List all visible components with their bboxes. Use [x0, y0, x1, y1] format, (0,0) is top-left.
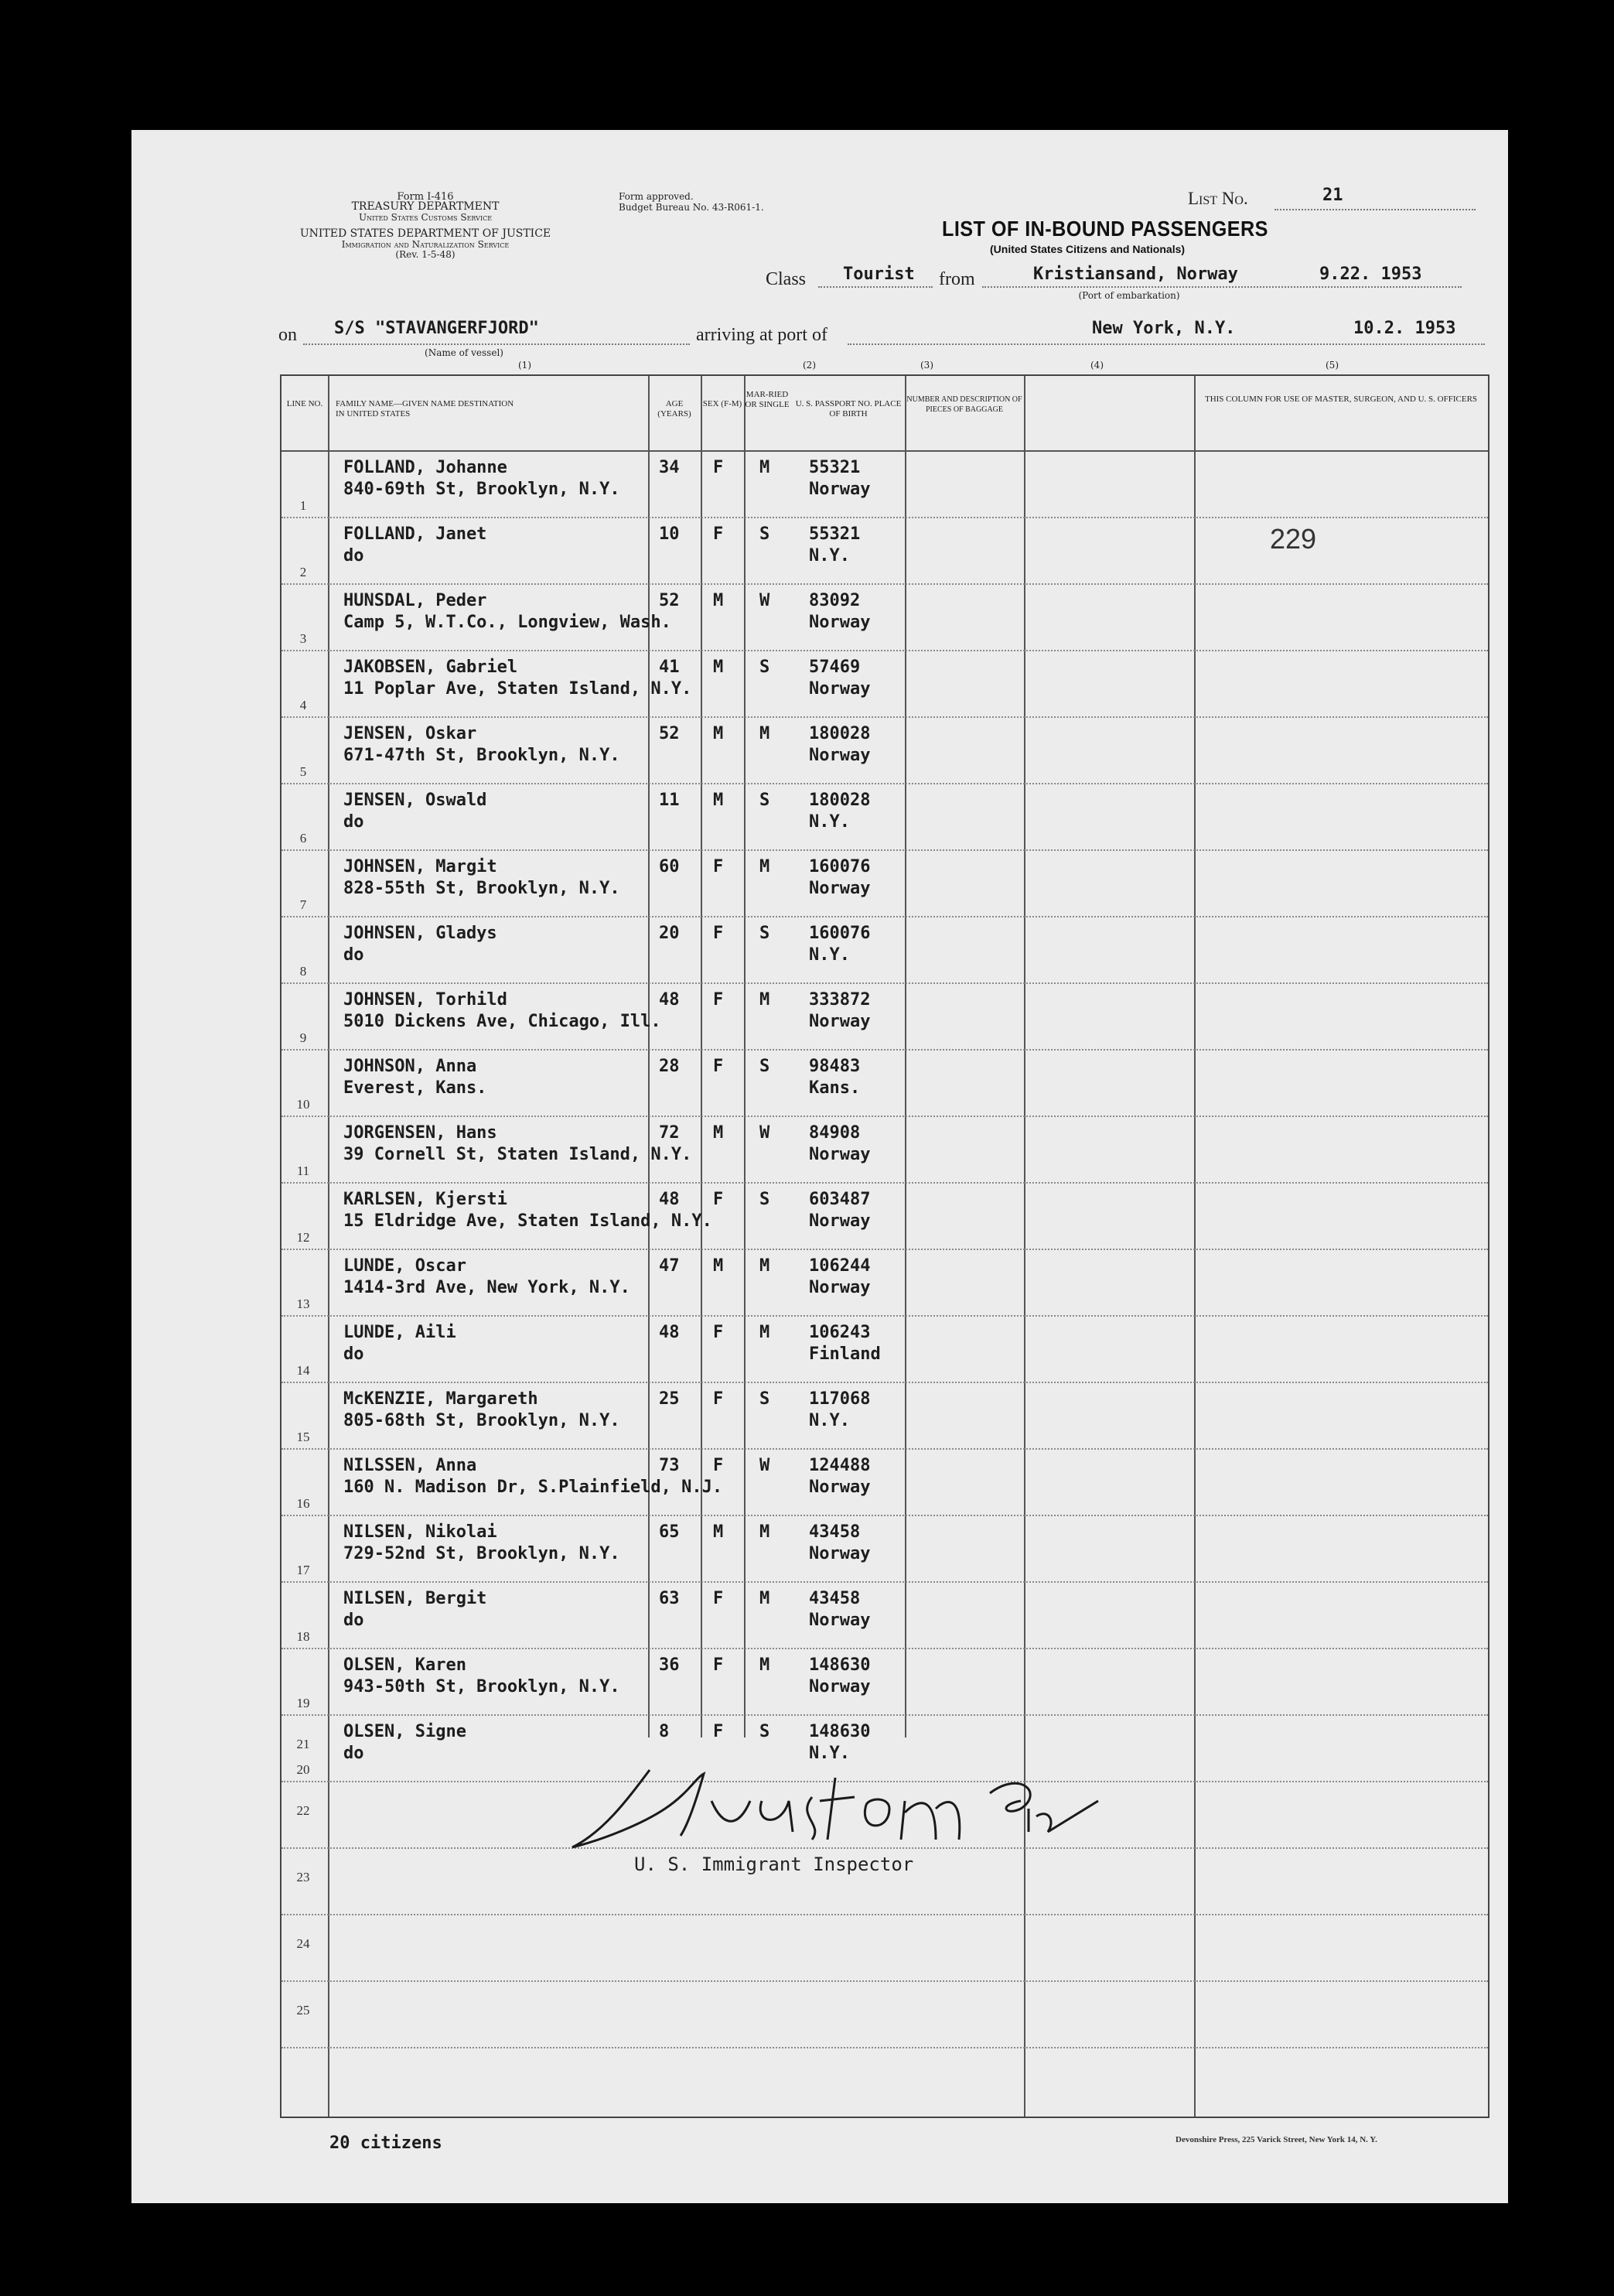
column-number: (2) — [803, 360, 816, 371]
from-fill — [982, 286, 1462, 288]
table-row — [280, 582, 1486, 648]
sex: F — [713, 1456, 724, 1475]
customs-service: United States Customs Service — [358, 212, 493, 223]
sex: F — [713, 1655, 724, 1675]
age: 73 — [659, 1456, 680, 1475]
marital-status: S — [759, 658, 770, 677]
list-no-fill — [1274, 209, 1476, 210]
table-row — [280, 1114, 1486, 1180]
age: 11 — [659, 791, 680, 810]
passport-number: 148630 — [809, 1722, 871, 1741]
place-of-birth: Norway — [809, 746, 871, 765]
age: 65 — [659, 1522, 680, 1542]
marital-status: M — [759, 1655, 770, 1675]
place-of-birth: Norway — [809, 1012, 871, 1031]
sex: F — [713, 1722, 724, 1741]
column-number: (5) — [1326, 360, 1339, 371]
place-of-birth: N.Y. — [809, 812, 850, 832]
passport-number: 55321 — [809, 524, 861, 544]
marital-status: M — [759, 1323, 770, 1342]
destination: 160 N. Madison Dr, S.Plainfield, N.J. — [343, 1478, 723, 1497]
passenger-name: HUNSDAL, Peder — [343, 591, 487, 610]
passport-number: 117068 — [809, 1389, 871, 1409]
line-number: 22 — [296, 1803, 310, 1818]
line-number: 13 — [296, 1297, 310, 1311]
place-of-birth: N.Y. — [809, 546, 850, 565]
sex: F — [713, 1589, 724, 1608]
line-number: 5 — [299, 764, 307, 779]
col-header-age: AGE (YEARS) — [657, 399, 691, 419]
age: 20 — [659, 924, 680, 943]
sex: F — [713, 1323, 724, 1342]
arrival-fill — [848, 343, 1485, 345]
passenger-name: JORGENSEN, Hans — [343, 1123, 497, 1143]
destination: do — [343, 1344, 364, 1364]
list-number: 21 — [1322, 186, 1343, 205]
passport-number: 106244 — [809, 1256, 871, 1276]
marital-status: M — [759, 458, 770, 477]
destination: 11 Poplar Ave, Staten Island, N.Y. — [343, 679, 692, 699]
sex: F — [713, 1057, 724, 1076]
sex: M — [713, 1522, 724, 1542]
age: 48 — [659, 990, 680, 1010]
passport-number: 83092 — [809, 591, 861, 610]
passenger-name: JAKOBSEN, Gabriel — [343, 658, 518, 677]
marital-status: S — [759, 1057, 770, 1076]
column-number: (1) — [518, 360, 531, 371]
marital-status: M — [759, 1589, 770, 1608]
passenger-name: FOLLAND, Janet — [343, 524, 487, 544]
line-number: 10 — [296, 1097, 310, 1112]
line-number: 19 — [296, 1696, 310, 1710]
place-of-birth: Norway — [809, 679, 871, 699]
col-header-passport: U. S. PASSPORT NO. PLACE OF BIRTH — [795, 399, 902, 419]
table-row — [280, 1513, 1486, 1580]
passenger-name: KARLSEN, Kjersti — [343, 1190, 507, 1209]
place-of-birth: N.Y. — [809, 945, 850, 965]
passenger-name: NILSSEN, Anna — [343, 1456, 477, 1475]
line-number: 4 — [299, 698, 307, 712]
form-title: LIST OF IN-BOUND PASSENGERS — [942, 217, 1268, 241]
place-of-birth: Norway — [809, 1611, 871, 1630]
line-number: 1 — [299, 498, 307, 513]
destination: 805-68th St, Brooklyn, N.Y. — [343, 1411, 620, 1430]
destination: Everest, Kans. — [343, 1078, 487, 1098]
document-page — [131, 130, 1508, 2203]
treasury-department: TREASURY DEPARTMENT — [351, 200, 500, 213]
citizen-total: 20 citizens — [329, 2134, 442, 2153]
destination: 671-47th St, Brooklyn, N.Y. — [343, 746, 620, 765]
sex: F — [713, 990, 724, 1010]
passport-number: 57469 — [809, 658, 861, 677]
col-header-baggage: NUMBER AND DESCRIPTION OF PIECES OF BAGGAGE — [906, 395, 1022, 414]
table-row — [280, 1380, 1486, 1447]
marital-status: M — [759, 1522, 770, 1542]
passenger-name: JOHNSEN, Margit — [343, 857, 497, 876]
arrival-port: New York, N.Y. — [1092, 319, 1236, 338]
destination: do — [343, 1744, 364, 1763]
sex: M — [713, 1256, 724, 1276]
sex: M — [713, 591, 724, 610]
destination: 828-55th St, Brooklyn, N.Y. — [343, 879, 620, 898]
passport-number: 106243 — [809, 1323, 871, 1342]
vessel-caption: (Name of vessel) — [425, 347, 503, 358]
place-of-birth: Kans. — [809, 1078, 861, 1098]
passport-number: 84908 — [809, 1123, 861, 1143]
table-row — [280, 848, 1486, 914]
destination: do — [343, 546, 364, 565]
table-row — [280, 449, 1486, 515]
sex: F — [713, 1190, 724, 1209]
age: 47 — [659, 1256, 680, 1276]
marital-status: M — [759, 857, 770, 876]
sex: F — [713, 524, 724, 544]
on-label: on — [278, 325, 297, 345]
table-row — [280, 1247, 1486, 1314]
from-label: from — [939, 269, 975, 289]
passenger-name: OLSEN, Signe — [343, 1722, 466, 1741]
line-number: 18 — [296, 1629, 310, 1644]
form-approved: Form approved. — [619, 191, 694, 202]
line-number: 7 — [299, 897, 307, 912]
printer-imprint: Devonshire Press, 225 Varick Street, New York 14, N. Y. — [1176, 2135, 1377, 2144]
passport-number: 148630 — [809, 1655, 871, 1675]
line-number: 21 — [296, 1737, 310, 1751]
passport-number: 98483 — [809, 1057, 861, 1076]
age: 72 — [659, 1123, 680, 1143]
passenger-name: FOLLAND, Johanne — [343, 458, 507, 477]
line-number: 17 — [296, 1563, 310, 1577]
table-row — [280, 781, 1486, 848]
marital-status: S — [759, 1389, 770, 1409]
arrival-date: 10.2. 1953 — [1353, 319, 1456, 338]
place-of-birth: Norway — [809, 879, 871, 898]
place-of-birth: Norway — [809, 1278, 871, 1297]
passport-number: 55321 — [809, 458, 861, 477]
sex: M — [713, 724, 724, 743]
sex: F — [713, 1389, 724, 1409]
line-number: 24 — [296, 1936, 310, 1951]
passenger-name: JOHNSEN, Torhild — [343, 990, 507, 1010]
destination: 729-52nd St, Brooklyn, N.Y. — [343, 1544, 620, 1563]
table-row — [280, 1314, 1486, 1380]
line-number: 3 — [299, 631, 307, 646]
age: 63 — [659, 1589, 680, 1608]
line-number: 2 — [299, 565, 307, 579]
table-row — [280, 648, 1486, 715]
class-fill — [818, 286, 933, 288]
passenger-name: NILSEN, Nikolai — [343, 1522, 497, 1542]
immigration-service: Immigration and Naturalization Service — [341, 239, 510, 250]
place-of-birth: Norway — [809, 1478, 871, 1497]
age: 52 — [659, 591, 680, 610]
destination: 5010 Dickens Ave, Chicago, Ill. — [343, 1012, 661, 1031]
sex: M — [713, 1123, 724, 1143]
class-value: Tourist — [843, 265, 915, 284]
list-no-label: List No. — [1188, 189, 1248, 208]
place-of-birth: Norway — [809, 1677, 871, 1696]
departure-date: 9.22. 1953 — [1319, 265, 1422, 284]
sex: F — [713, 924, 724, 943]
arriving-label: arriving at port of — [696, 325, 827, 345]
department-of-justice: UNITED STATES DEPARTMENT OF JUSTICE — [299, 227, 551, 240]
age: 52 — [659, 724, 680, 743]
marital-status: S — [759, 1190, 770, 1209]
passenger-name: McKENZIE, Margareth — [343, 1389, 538, 1409]
place-of-birth: Norway — [809, 613, 871, 632]
passenger-name: LUNDE, Aili — [343, 1323, 456, 1342]
passport-number: 124488 — [809, 1456, 871, 1475]
place-of-birth: N.Y. — [809, 1744, 850, 1763]
table-row — [280, 981, 1486, 1047]
vessel-name: S/S "STAVANGERFJORD" — [334, 319, 539, 338]
form-revision: (Rev. 1-5-48) — [395, 249, 456, 260]
age: 34 — [659, 458, 680, 477]
passport-number: 43458 — [809, 1522, 861, 1542]
table-row — [280, 1047, 1486, 1114]
vessel-fill — [303, 343, 690, 345]
destination: do — [343, 945, 364, 965]
line-number: 9 — [299, 1030, 307, 1045]
table-row — [280, 914, 1486, 981]
age: 48 — [659, 1190, 680, 1209]
passenger-name: JENSEN, Oskar — [343, 724, 477, 743]
table-row — [280, 1580, 1486, 1646]
marital-status: M — [759, 1256, 770, 1276]
passenger-name: JENSEN, Oswald — [343, 791, 487, 810]
line-number: 20 — [296, 1762, 310, 1777]
col-header-officers: THIS COLUMN FOR USE OF MASTER, SURGEON, AND U. S. OFFICERS — [1204, 395, 1478, 404]
destination: 943-50th St, Brooklyn, N.Y. — [343, 1677, 620, 1696]
age: 60 — [659, 857, 680, 876]
class-label: Class — [766, 269, 807, 289]
inspector-title: U. S. Immigrant Inspector — [634, 1854, 914, 1875]
passport-number: 160076 — [809, 924, 871, 943]
sex: M — [713, 791, 724, 810]
sex: M — [713, 658, 724, 677]
table-row — [280, 1447, 1486, 1513]
age: 28 — [659, 1057, 680, 1076]
marital-status: S — [759, 924, 770, 943]
marital-status: S — [759, 791, 770, 810]
age: 48 — [659, 1323, 680, 1342]
passport-number: 180028 — [809, 791, 871, 810]
line-number: 16 — [296, 1496, 310, 1511]
marital-status: W — [759, 1123, 770, 1143]
line-number: 11 — [296, 1163, 310, 1178]
marital-status: W — [759, 591, 770, 610]
marital-status: M — [759, 724, 770, 743]
passport-number: 43458 — [809, 1589, 861, 1608]
form-subtitle: (United States Citizens and Nationals) — [990, 243, 1186, 255]
age: 10 — [659, 524, 680, 544]
column-number: (4) — [1090, 360, 1104, 371]
place-of-birth: Finland — [809, 1344, 881, 1364]
age: 8 — [659, 1722, 670, 1741]
destination: 15 Eldridge Ave, Staten Island, N.Y. — [343, 1211, 712, 1231]
line-number: 23 — [296, 1870, 310, 1884]
line-number: 6 — [299, 831, 307, 846]
marital-status: M — [759, 990, 770, 1010]
destination: do — [343, 812, 364, 832]
destination: do — [343, 1611, 364, 1630]
port-of-embarkation: Kristiansand, Norway — [1033, 265, 1238, 284]
line-number: 25 — [296, 2003, 310, 2018]
passenger-name: NILSEN, Bergit — [343, 1589, 487, 1608]
sex: F — [713, 458, 724, 477]
age: 41 — [659, 658, 680, 677]
passenger-name: JOHNSON, Anna — [343, 1057, 477, 1076]
col-header-name: FAMILY NAME—GIVEN NAME DESTINATION IN UNITED STATES — [336, 399, 514, 419]
marital-status: W — [759, 1456, 770, 1475]
line-number: 15 — [296, 1430, 310, 1444]
line-number: 8 — [299, 964, 307, 979]
col-header-sex: SEX (F-M) — [702, 399, 742, 408]
officer-note: 229 — [1270, 523, 1317, 555]
line-number: 12 — [296, 1230, 310, 1245]
passport-number: 603487 — [809, 1190, 871, 1209]
budget-bureau-number: Budget Bureau No. 43-R061-1. — [619, 202, 764, 213]
destination: 39 Cornell St, Staten Island, N.Y. — [343, 1145, 692, 1164]
col-header-married: MAR-RIED OR SINGLE — [745, 390, 790, 409]
table-row — [280, 1646, 1486, 1713]
destination: 840-69th St, Brooklyn, N.Y. — [343, 480, 620, 499]
passenger-name: JOHNSEN, Gladys — [343, 924, 497, 943]
passenger-name: OLSEN, Karen — [343, 1655, 466, 1675]
port-embarkation-caption: (Port of embarkation) — [1078, 290, 1180, 301]
col-header-line: LINE NO. — [286, 399, 323, 408]
passenger-name: LUNDE, Oscar — [343, 1256, 466, 1276]
place-of-birth: N.Y. — [809, 1411, 850, 1430]
age: 36 — [659, 1655, 680, 1675]
line-number: 14 — [296, 1363, 310, 1378]
form-number: Form I-416 — [397, 191, 454, 203]
column-number: (3) — [920, 360, 933, 371]
marital-status: S — [759, 524, 770, 544]
table-row — [280, 1180, 1486, 1247]
passport-number: 180028 — [809, 724, 871, 743]
passport-number: 160076 — [809, 857, 871, 876]
place-of-birth: Norway — [809, 1211, 871, 1231]
place-of-birth: Norway — [809, 1544, 871, 1563]
sex: F — [713, 857, 724, 876]
place-of-birth: Norway — [809, 1145, 871, 1164]
place-of-birth: Norway — [809, 480, 871, 499]
destination: 1414-3rd Ave, New York, N.Y. — [343, 1278, 630, 1297]
destination: Camp 5, W.T.Co., Longview, Wash. — [343, 613, 671, 632]
marital-status: S — [759, 1722, 770, 1741]
table-row — [280, 715, 1486, 781]
passport-number: 333872 — [809, 990, 871, 1010]
age: 25 — [659, 1389, 680, 1409]
